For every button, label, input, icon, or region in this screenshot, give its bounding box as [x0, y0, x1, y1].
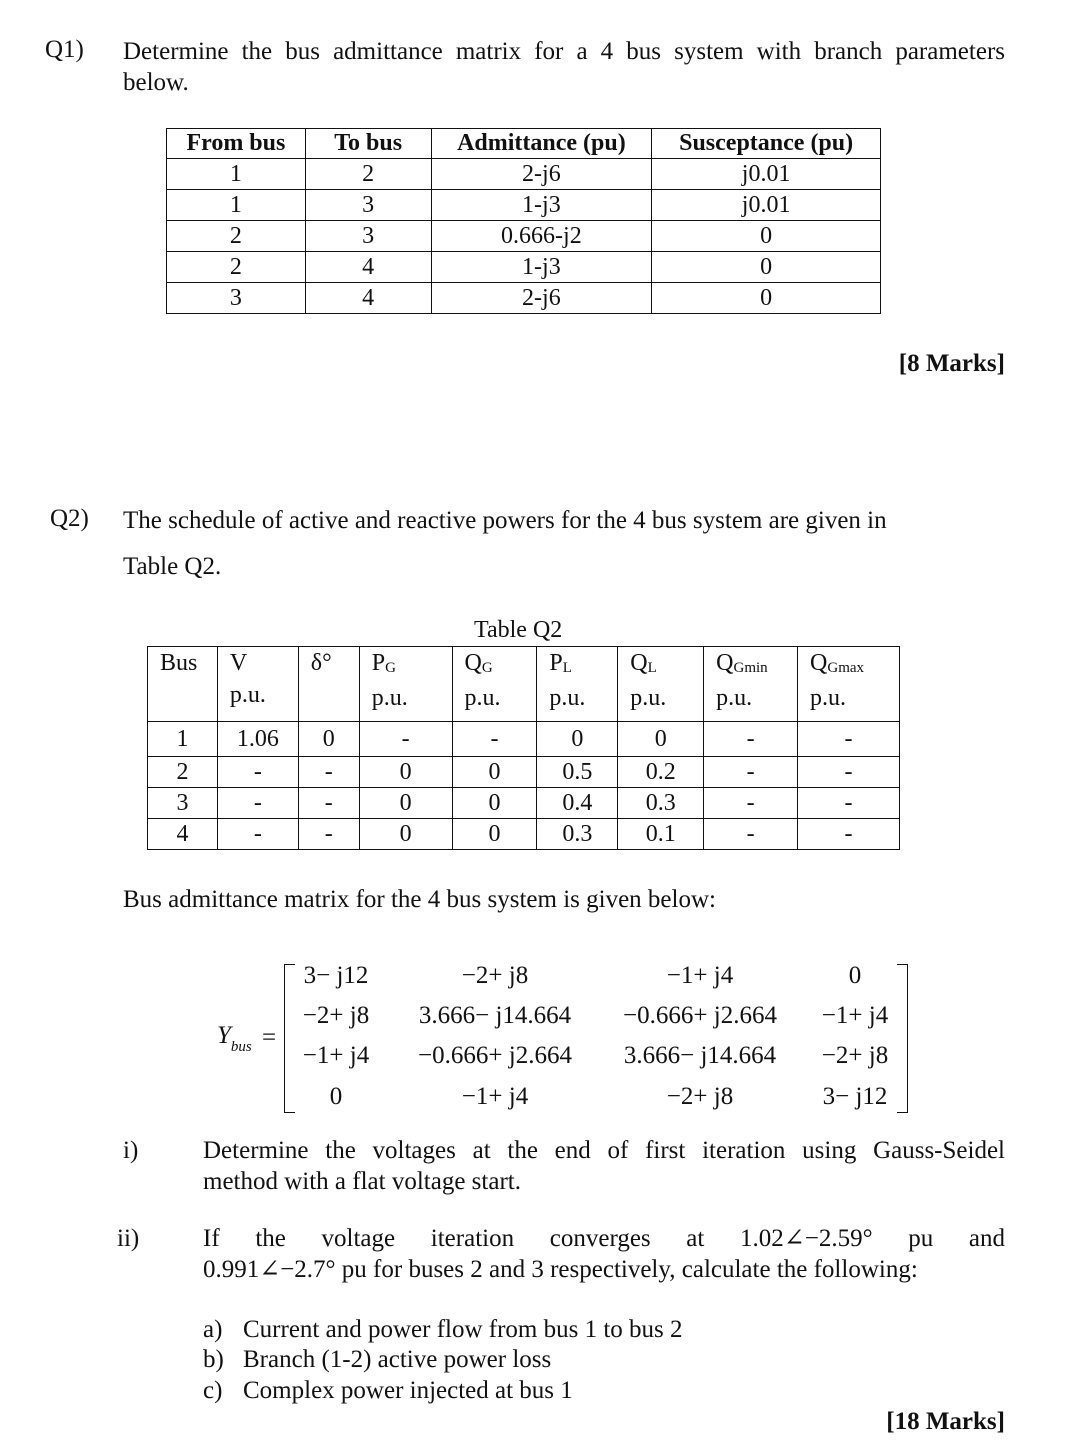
schedule-table-header: δ° — [298, 647, 359, 722]
matrix-entry: −0.666+ j2.664 — [623, 1002, 777, 1029]
schedule-table-cell: 0.5 — [537, 757, 618, 788]
matrix-entry: 0 — [848, 962, 862, 989]
branch-table-cell: 4 — [305, 283, 431, 314]
schedule-table-cell: 0.3 — [618, 788, 704, 819]
matrix-entry: −1+ j4 — [666, 962, 734, 989]
branch-table — [166, 128, 881, 314]
schedule-table-cell: - — [298, 819, 359, 850]
schedule-table-header: $Q_G$ p.u. — [452, 647, 537, 722]
branch-table-row — [167, 221, 881, 252]
schedule-table-cell: 1.06 — [217, 722, 298, 757]
schedule-table-cell: 0 — [452, 757, 537, 788]
schedule-table-cell: - — [452, 722, 537, 757]
q1-number: Q1) — [45, 36, 84, 63]
branch-table-header: Admittance (pu) — [431, 129, 652, 159]
branch-table-cell: 1 — [167, 159, 306, 190]
subpart-label: c) — [203, 1377, 223, 1404]
matrix-entry: −1+ j4 — [821, 1002, 889, 1029]
schedule-table-cell: 0 — [537, 722, 618, 757]
ybus-symbol: $Y_{bus}$ — [217, 1022, 252, 1055]
schedule-table-cell: 4 — [148, 819, 218, 850]
schedule-table-header: $P_G$ p.u. — [359, 647, 452, 722]
q1-text-line1: Determine the bus admittance matrix for a 4 bus system with branch parameters — [123, 38, 1005, 65]
branch-table-cell: 1-j3 — [431, 252, 652, 283]
schedule-table-cell: 1 — [148, 722, 218, 757]
matrix-entry: 3− j12 — [303, 962, 369, 989]
branch-table-row — [167, 252, 881, 283]
schedule-table-cell: 3 — [148, 788, 218, 819]
equals-sign: = — [262, 1024, 277, 1051]
schedule-table-cell: 0 — [618, 722, 704, 757]
schedule-table-cell: 0 — [359, 819, 452, 850]
schedule-table-cell: 0.1 — [618, 819, 704, 850]
branch-table-cell: 4 — [305, 252, 431, 283]
schedule-table-header: $Q_L$ p.u. — [618, 647, 704, 722]
schedule-table-cell: - — [798, 819, 900, 850]
subpart-label: b) — [203, 1346, 224, 1373]
schedule-table-header: Bus — [148, 647, 218, 722]
q1-marks: [8 Marks] — [898, 350, 1005, 377]
branch-table-cell: 2 — [305, 159, 431, 190]
schedule-table-cell: 0 — [298, 722, 359, 757]
schedule-table-header: V p.u. — [217, 647, 298, 722]
branch-table-cell: 1-j3 — [431, 190, 652, 221]
q1-text-line2: below. — [123, 69, 189, 96]
part-i-line1: Determine the voltages at the end of first iteration using Gauss-Seidel — [203, 1137, 1005, 1164]
branch-table-cell: j0.01 — [652, 190, 881, 221]
branch-table-cell: 2 — [167, 221, 306, 252]
branch-table-cell: 3 — [167, 283, 306, 314]
branch-table-row — [167, 190, 881, 221]
matrix-intro: Bus admittance matrix for the 4 bus system is given below: — [123, 886, 716, 913]
schedule-table-cell: 0 — [452, 819, 537, 850]
branch-table-cell: 2 — [167, 252, 306, 283]
matrix-entry: −2+ j8 — [461, 962, 529, 989]
q2-text-line2: Table Q2. — [123, 553, 222, 580]
matrix-entry: 3− j12 — [822, 1083, 888, 1110]
matrix-entry: 3.666− j14.664 — [418, 1002, 572, 1029]
schedule-table-header: $P_L$ p.u. — [537, 647, 618, 722]
schedule-table-cell: 2 — [148, 757, 218, 788]
schedule-table-cell: - — [798, 757, 900, 788]
q2-text-line1: The schedule of active and reactive powers for the 4 bus system are given in — [123, 507, 887, 534]
branch-table-row — [167, 283, 881, 314]
schedule-table-cell: - — [704, 757, 798, 788]
matrix-entry: −0.666+ j2.664 — [418, 1042, 572, 1069]
matrix-entry: −1+ j4 — [461, 1083, 529, 1110]
schedule-table-cell: - — [704, 788, 798, 819]
schedule-table-cell: - — [798, 788, 900, 819]
subpart-label: a) — [203, 1316, 223, 1343]
part-i-line2: method with a flat voltage start. — [203, 1168, 521, 1195]
schedule-table-header: $Q_{Gmax}$ p.u. — [798, 647, 900, 722]
schedule-table-row — [148, 722, 900, 757]
branch-table-header: Susceptance (pu) — [652, 129, 881, 159]
schedule-table-row — [148, 819, 900, 850]
matrix-entry: 0 — [329, 1083, 343, 1110]
branch-table-cell: 0 — [652, 221, 881, 252]
matrix-entry: −2+ j8 — [821, 1042, 889, 1069]
branch-table-header: From bus — [167, 129, 306, 159]
branch-table-cell: 0 — [652, 252, 881, 283]
part-i-label: i) — [123, 1137, 139, 1164]
schedule-table-cell: 0 — [359, 788, 452, 819]
branch-table-cell: 2-j6 — [431, 283, 652, 314]
schedule-table-cell: - — [798, 722, 900, 757]
schedule-table-cell: 0.2 — [618, 757, 704, 788]
schedule-table-header: $Q_{Gmin}$ p.u. — [704, 647, 798, 722]
part-ii-label: ii) — [117, 1225, 140, 1252]
schedule-table-cell: 0.3 — [537, 819, 618, 850]
schedule-table-cell: - — [704, 722, 798, 757]
matrix-entry: −1+ j4 — [302, 1042, 370, 1069]
branch-table-row — [167, 159, 881, 190]
schedule-table-cell: - — [217, 757, 298, 788]
schedule-table-cell: - — [298, 788, 359, 819]
branch-table-cell: 2-j6 — [431, 159, 652, 190]
schedule-table-cell: 0 — [359, 757, 452, 788]
schedule-table-row — [148, 788, 900, 819]
schedule-table-cell: - — [298, 757, 359, 788]
table-q2-caption: Table Q2 — [474, 617, 563, 643]
subpart-text: Complex power injected at bus 1 — [243, 1377, 573, 1404]
branch-table-cell: j0.01 — [652, 159, 881, 190]
branch-table-cell: 0.666-j2 — [431, 221, 652, 252]
part-ii-line2: 0.991∠−2.7° pu for buses 2 and 3 respectively, calculate the following: — [203, 1256, 918, 1283]
branch-table-cell: 1 — [167, 190, 306, 221]
part-ii-line1: If the voltage iteration converges at 1.02∠−2.59° pu and — [203, 1225, 1005, 1252]
matrix-entry: −2+ j8 — [302, 1002, 370, 1029]
branch-table-cell: 0 — [652, 283, 881, 314]
branch-table-header: To bus — [305, 129, 431, 159]
matrix-entry: 3.666− j14.664 — [623, 1042, 777, 1069]
schedule-table-cell: - — [704, 819, 798, 850]
schedule-table-cell: - — [217, 819, 298, 850]
schedule-table-cell: 0 — [452, 788, 537, 819]
subpart-text: Current and power flow from bus 1 to bus 2 — [243, 1316, 683, 1343]
q2-number: Q2) — [50, 505, 89, 532]
schedule-table — [147, 646, 900, 850]
q2-marks: [18 Marks] — [886, 1408, 1005, 1435]
subpart-text: Branch (1-2) active power loss — [243, 1346, 552, 1373]
schedule-table-row — [148, 757, 900, 788]
matrix-entry: −2+ j8 — [666, 1083, 734, 1110]
schedule-table-cell: - — [359, 722, 452, 757]
branch-table-cell: 3 — [305, 190, 431, 221]
schedule-table-cell: - — [217, 788, 298, 819]
branch-table-cell: 3 — [305, 221, 431, 252]
schedule-table-cell: 0.4 — [537, 788, 618, 819]
